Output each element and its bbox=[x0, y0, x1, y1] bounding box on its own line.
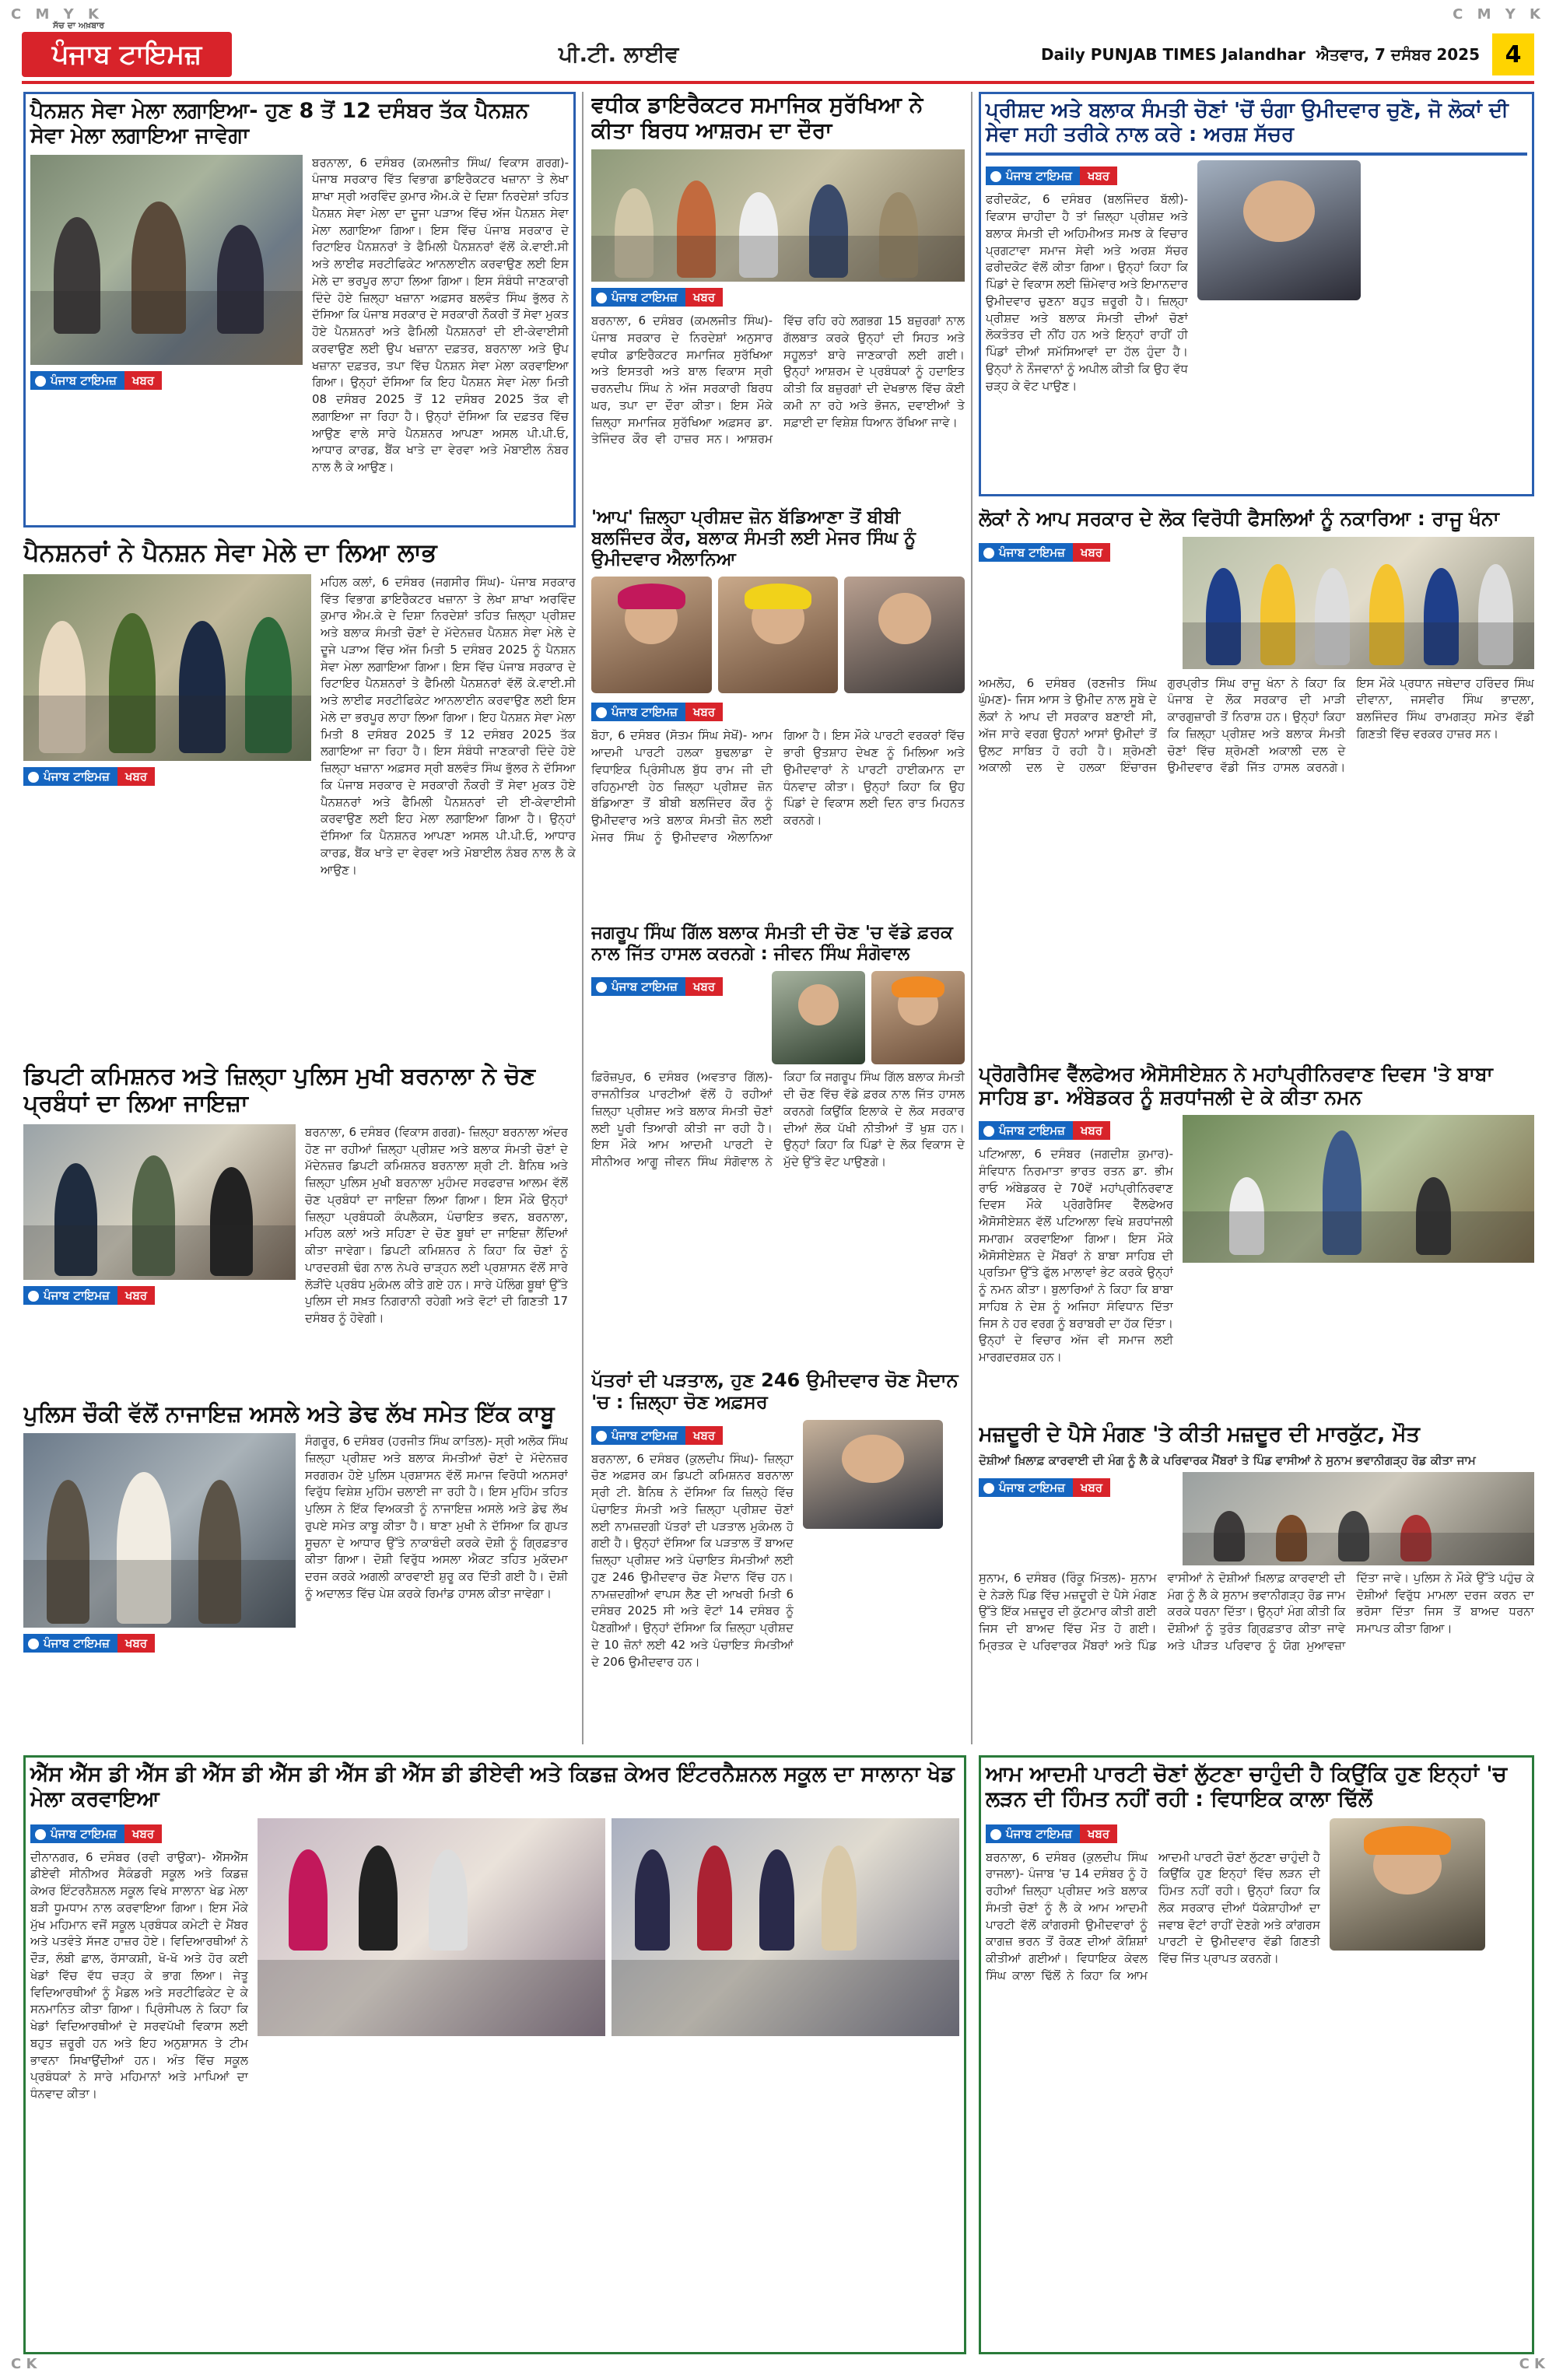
story-kala-dhillon bbox=[979, 1755, 1534, 2354]
section-title: ਪੀ.ਟੀ. ਲਾਈਵ bbox=[559, 41, 679, 67]
masthead-rule bbox=[22, 81, 1534, 84]
candidate-photo bbox=[718, 577, 839, 693]
headline: ਪੈਨਸ਼ਨਰਾਂ ਨੇ ਪੈਨਸ਼ਨ ਸੇਵਾ ਮੇਲੇ ਦਾ ਲਿਆ ਲਾਭ bbox=[23, 538, 437, 567]
story-photo bbox=[1183, 537, 1534, 669]
story-aap-candidate bbox=[591, 507, 965, 912]
story-body: ਫ਼ਿਰੋਜ਼ਪੁਰ, 6 ਦਸੰਬਰ (ਅਵਤਾਰ ਗਿੱਲ)- ਰਾਜਨੀਤਿਕ ਪਾਰਟੀਆਂ ਵੱਲੋਂ ਹੋ ਰਹੀਆਂ ਜ਼ਿਲ੍ਹਾ ਪ੍ਰੀਸ਼ਦ ਅਤੇ ਬਲਾਕ ਸੰਮਤੀ ਚੋਣਾਂ ਲਈ ਪੂਰੀ ਤਿਆਰੀ ਕੀਤੀ ਜਾ ਰਹੀ ਹੈ। ਇਸ ਮੌਕੇ ਆਮ ਆਦਮੀ ਪਾਰਟੀ ਦੇ ਸੀਨੀਅਰ ਆਗੂ ਜੀਵਨ ਸਿੰਘ ਸੰਗੋਵਾਲ ਨੇ ਕਿਹਾ ਕਿ ਜਗਰੂਪ ਸਿੰਘ ਗਿੱਲ ਬਲਾਕ ਸੰਮਤੀ ਦੀ ਚੋਣ ਵਿੱਚ ਵੱਡੇ ਫ਼ਰਕ ਨਾਲ ਜਿੱਤ ਹਾਸਲ ਕਰਨਗੇ ਕਿਉਂਕਿ ਇਲਾਕੇ ਦੇ ਲੋਕ ਸਰਕਾਰ ਦੀਆਂ ਲੋਕ ਪੱਖੀ ਨੀਤੀਆਂ ਤੋਂ ਖੁਸ਼ ਹਨ। ਉਨ੍ਹਾਂ ਕਿਹਾ ਕਿ ਪਿੰਡਾਂ ਦੇ ਲੋਕ ਵਿਕਾਸ ਦੇ ਮੁੱਦੇ ਉੱਤੇ ਵੋਟ ਪਾਉਣਗੇ। bbox=[591, 1070, 965, 1169]
column-divider bbox=[582, 92, 584, 1744]
newspaper-logo bbox=[22, 20, 232, 77]
story-body: ਸੁਨਾਮ, 6 ਦਸੰਬਰ (ਰਿੰਕੂ ਮਿੱਤਲ)- ਸੁਨਾਮ ਦੇ ਨੇੜਲੇ ਪਿੰਡ ਵਿੱਚ ਮਜ਼ਦੂਰੀ ਦੇ ਪੈਸੇ ਮੰਗਣ ਉੱਤੇ ਇੱਕ ਮਜ਼ਦੂਰ ਦੀ ਕੁੱਟਮਾਰ ਕੀਤੀ ਗਈ ਜਿਸ ਦੀ ਬਾਅਦ ਵਿੱਚ ਮੌਤ ਹੋ ਗਈ। ਮ੍ਰਿਤਕ ਦੇ ਪਰਿਵਾਰਕ ਮੈਂਬਰਾਂ ਅਤੇ ਪਿੰਡ ਵਾਸੀਆਂ ਨੇ ਦੋਸ਼ੀਆਂ ਖ਼ਿਲਾਫ਼ ਕਾਰਵਾਈ ਦੀ ਮੰਗ ਨੂੰ ਲੈ ਕੇ ਸੁਨਾਮ ਭਵਾਨੀਗੜ੍ਹ ਰੋਡ ਜਾਮ ਕਰਕੇ ਧਰਨਾ ਦਿੱਤਾ। ਉਨ੍ਹਾਂ ਮੰਗ ਕੀਤੀ ਕਿ ਦੋਸ਼ੀਆਂ ਨੂੰ ਤੁਰੰਤ ਗ੍ਰਿਫ਼ਤਾਰ ਕੀਤਾ ਜਾਵੇ ਅਤੇ ਪੀੜਤ ਪਰਿਵਾਰ ਨੂੰ ਯੋਗ ਮੁਆਵਜ਼ਾ ਦਿੱਤਾ ਜਾਵੇ। ਪੁਲਿਸ ਨੇ ਮੌਕੇ ਉੱਤੇ ਪਹੁੰਚ ਕੇ ਦੋਸ਼ੀਆਂ ਵਿਰੁੱਧ ਮਾਮਲਾ ਦਰਜ ਕਰਨ ਦਾ ਭਰੋਸਾ ਦਿੱਤਾ ਜਿਸ ਤੋਂ ਬਾਅਦ ਧਰਨਾ ਸਮਾਪਤ ਕੀਤਾ ਗਿਆ। bbox=[979, 1570, 1534, 1653]
byline-tag: ਪੰਜਾਬ ਟਾਇਮਜ਼ ਖਬਰ bbox=[591, 1425, 723, 1446]
story-body: ਬਰਨਾਲਾ, 6 ਦਸੰਬਰ (ਕਮਲਜੀਤ ਸਿੰਘ/ ਵਿਕਾਸ ਗਰਗ)- ਪੰਜਾਬ ਸਰਕਾਰ ਵਿੱਤ ਵਿਭਾਗ ਡਾਇਰੈਕਟਰ ਖਜ਼ਾਨਾ ਤੇ ਲੇਖਾ ਸ਼ਾਖਾ ਸ੍ਰੀ ਅਰਵਿੰਦ ਕੁਮਾਰ ਐਮ.ਕੇ ਦੇ ਦਿਸ਼ਾ ਨਿਰਦੇਸ਼ਾਂ ਤਹਿਤ ਪੈਨਸ਼ਨ ਸੇਵਾ ਮੇਲਾ ਦਾ ਦੂਜਾ ਪੜਾਅ ਵਿੱਚ ਅੱਜ ਪੈਨਸ਼ਨ ਸੇਵਾ ਮੇਲਾ ਲਗਾਇਆ ਗਿਆ। ਇਸ ਵਿੱਚ ਪੰਜਾਬ ਸਰਕਾਰ ਦੇ ਰਿਟਾਇਰ ਪੈਨਸ਼ਨਰਾਂ ਤੇ ਫੈਮਿਲੀ ਪੈਨਸ਼ਨਰਾਂ ਵੱਲੋਂ ਕੇ.ਵਾਈ.ਸੀ ਅਤੇ ਲਾਈਫ ਸਰਟੀਫਿਕੇਟ ਆਨਲਾਈਨ ਕਰਵਾਉਣ ਲਈ ਇਸ ਮੇਲੇ ਦਾ ਭਰਪੂਰ ਲਾਹਾ ਲਿਆ ਗਿਆ। ਇਸ ਸੰਬੰਧੀ ਜਾਣਕਾਰੀ ਦਿੰਦੇ ਹੋਏ ਜ਼ਿਲ੍ਹਾ ਖਜ਼ਾਨਾ ਅਫ਼ਸਰ ਬਲਵੰਤ ਸਿੰਘ ਭੁੱਲਰ ਨੇ ਦੱਸਿਆ ਕਿ ਪੰਜਾਬ ਸਰਕਾਰ ਦੇ ਸਰਕਾਰੀ ਨੌਕਰੀ ਤੋਂ ਸੇਵਾ ਮੁਕਤ ਹੋਏ ਪੈਨਸ਼ਨਰਾਂ ਅਤੇ ਫੈਮਿਲੀ ਪੈਨਸ਼ਨਰਾਂ ਦੀ ਈ-ਕੇਵਾਈਸੀ ਕਰਵਾਉਣ ਲਈ ਉਪ ਖਜ਼ਾਨਾ ਦਫ਼ਤਰ, ਬਰਨਾਲਾ ਅਤੇ ਉਪ ਖਜ਼ਾਨਾ ਦਫ਼ਤਰ, ਤਪਾ ਵਿੱਚ ਪੈਨਸ਼ਨ ਸੇਵਾ ਮੇਲਾ ਕਰਵਾਇਆ ਗਿਆ। ਉਨ੍ਹਾਂ ਦੱਸਿਆ ਕਿ ਇਹ ਪੈਨਸ਼ਨ ਸੇਵਾ ਮੇਲਾ ਮਿਤੀ 08 ਦਸੰਬਰ 2025 ਤੋਂ 12 ਦਸੰਬਰ 2025 ਤੱਕ ਵੀ ਲਗਾਇਆ ਜਾ ਰਿਹਾ ਹੈ। ਉਨ੍ਹਾਂ ਦੱਸਿਆ ਕਿ ਦਫ਼ਤਰ ਵਿੱਚ ਆਉਣ ਵਾਲੇ ਸਾਰੇ ਪੈਨਸ਼ਨਰ ਆਪਣਾ ਅਸਲ ਪੀ.ਪੀ.ਓ, ਆਧਾਰ ਕਾਰਡ, ਬੈਂਕ ਖਾਤੇ ਦਾ ਵੇਰਵਾ ਅਤੇ ਮੋਬਾਈਲ ਨੰਬਰ ਨਾਲ ਲੈ ਕੇ ਆਉਣ। bbox=[312, 155, 569, 475]
byline-tag: ਪੰਜਾਬ ਟਾਇਮਜ਼ ਖਬਰ bbox=[979, 542, 1110, 563]
story-body: ਬਰਨਾਲਾ, 6 ਦਸੰਬਰ (ਕੁਲਦੀਪ ਸਿੰਘ ਰਾਜਲਾ)- ਪੰਜਾਬ 'ਚ 14 ਦਸੰਬਰ ਨੂੰ ਹੋ ਰਹੀਆਂ ਜ਼ਿਲ੍ਹਾ ਪ੍ਰੀਸ਼ਦ ਅਤੇ ਬਲਾਕ ਸੰਮਤੀ ਚੋਣਾਂ ਨੂੰ ਲੈ ਕੇ ਆਮ ਆਦਮੀ ਪਾਰਟੀ ਵੱਲੋਂ ਕਾਂਗਰਸੀ ਉਮੀਦਵਾਰਾਂ ਨੂੰ ਕਾਗਜ਼ ਭਰਨ ਤੋਂ ਰੋਕਣ ਦੀਆਂ ਕੋਸ਼ਿਸ਼ਾਂ ਕੀਤੀਆਂ ਗਈਆਂ। ਵਿਧਾਇਕ ਕੇਵਲ ਸਿੰਘ ਕਾਲਾ ਢਿੱਲੋਂ ਨੇ ਕਿਹਾ ਕਿ ਆਮ ਆਦਮੀ ਪਾਰਟੀ ਚੋਣਾਂ ਲੁੱਟਣਾ ਚਾਹੁੰਦੀ ਹੈ ਕਿਉਂਕਿ ਹੁਣ ਇਨ੍ਹਾਂ ਵਿੱਚ ਲੜਨ ਦੀ ਹਿੰਮਤ ਨਹੀਂ ਰਹੀ। ਉਨ੍ਹਾਂ ਕਿਹਾ ਕਿ ਲੋਕ ਸਰਕਾਰ ਦੀਆਂ ਧੱਕੇਸ਼ਾਹੀਆਂ ਦਾ ਜਵਾਬ ਵੋਟਾਂ ਰਾਹੀਂ ਦੇਣਗੇ ਅਤੇ ਕਾਂਗਰਸ ਪਾਰਟੀ ਦੇ ਉਮੀਦਵਾਰ ਵੱਡੀ ਗਿਣਤੀ ਵਿੱਚ ਜਿੱਤ ਪ੍ਰਾਪਤ ਕਰਨਗੇ। bbox=[986, 1849, 1320, 1982]
headline: ਮਜ਼ਦੂਰੀ ਦੇ ਪੈਸੇ ਮੰਗਣ 'ਤੇ ਕੀਤੀ ਮਜ਼ਦੂਰ ਦੀ ਮਾਰਕੁੱਟ, ਮੌਤ bbox=[979, 1422, 1420, 1446]
page-number: 4 bbox=[1492, 33, 1534, 75]
byline-tag: ਪੰਜਾਬ ਟਾਇਮਜ਼ ਖਬਰ bbox=[591, 286, 723, 308]
headline: ਪ੍ਰੀਸ਼ਦ ਅਤੇ ਬਲਾਕ ਸੰਮਤੀ ਚੋਣਾਂ 'ਚੋਂ ਚੰਗਾ ਉਮੀਦਵਾਰ ਚੁਣੋ, ਜੋ ਲੋਕਾਂ ਦੀ ਸੇਵਾ ਸਹੀ ਤਰੀਕੇ ਨਾਲ ਕਰੇ : ਅਰਸ਼ ਸੱਚਰ bbox=[986, 99, 1509, 146]
story-pensioners-benefit bbox=[23, 538, 576, 1052]
headline: ਪੁਲਿਸ ਚੌਕੀ ਵੱਲੋਂ ਨਾਜਾਇਜ਼ ਅਸਲੇ ਅਤੇ ਡੇਢ ਲੱਖ ਸਮੇਤ ਇੱਕ ਕਾਬੂ bbox=[23, 1400, 555, 1427]
byline-tag: ਪੰਜਾਬ ਟਾਇਮਜ਼ ਖਬਰ bbox=[979, 1120, 1110, 1141]
story-old-age-home bbox=[591, 92, 965, 496]
person-photo bbox=[871, 971, 965, 1064]
story-ambedkar bbox=[979, 1063, 1534, 1413]
story-body: ਬਰਨਾਲਾ, 6 ਦਸੰਬਰ (ਕੁਲਦੀਪ ਸਿੰਘ)- ਜ਼ਿਲ੍ਹਾ ਚੋਣ ਅਫ਼ਸਰ ਕਮ ਡਿਪਟੀ ਕਮਿਸ਼ਨਰ ਬਰਨਾਲਾ ਸ੍ਰੀ ਟੀ. ਬੈਨਿਥ ਨੇ ਦੱਸਿਆ ਕਿ ਜ਼ਿਲ੍ਹੇ ਵਿੱਚ ਪੰਚਾਇਤ ਸੰਮਤੀ ਅਤੇ ਜ਼ਿਲ੍ਹਾ ਪ੍ਰੀਸ਼ਦ ਚੋਣਾਂ ਲਈ ਨਾਮਜ਼ਦਗੀ ਪੱਤਰਾਂ ਦੀ ਪੜਤਾਲ ਮੁਕੰਮਲ ਹੋ ਗਈ ਹੈ। ਉਨ੍ਹਾਂ ਦੱਸਿਆ ਕਿ ਪੜਤਾਲ ਤੋਂ ਬਾਅਦ ਜ਼ਿਲ੍ਹਾ ਪ੍ਰੀਸ਼ਦ ਅਤੇ ਪੰਚਾਇਤ ਸੰਮਤੀਆਂ ਲਈ ਹੁਣ 246 ਉਮੀਦਵਾਰ ਚੋਣ ਮੈਦਾਨ ਵਿੱਚ ਹਨ। ਨਾਮਜ਼ਦਗੀਆਂ ਵਾਪਸ ਲੈਣ ਦੀ ਆਖਰੀ ਮਿਤੀ 6 ਦਸੰਬਰ 2025 ਸੀ ਅਤੇ ਵੋਟਾਂ 14 ਦਸੰਬਰ ਨੂੰ ਪੈਣਗੀਆਂ। ਉਨ੍ਹਾਂ ਦੱਸਿਆ ਕਿ ਜ਼ਿਲ੍ਹਾ ਪ੍ਰੀਸ਼ਦ ਦੇ 10 ਜ਼ੋਨਾਂ ਲਈ 42 ਅਤੇ ਪੰਚਾਇਤ ਸੰਮਤੀਆਂ ਦੇ 206 ਉਮੀਦਵਾਰ ਹਨ। bbox=[591, 1451, 794, 1669]
story-dc-inspection bbox=[23, 1063, 576, 1390]
story-pension-camp bbox=[23, 92, 576, 528]
headline: ਪ੍ਰੋਗਰੈਸਿਵ ਵੈੱਲਫੇਅਰ ਐਸੋਸੀਏਸ਼ਨ ਨੇ ਮਹਾਂਪ੍ਰੀਨਿਰਵਾਣ ਦਿਵਸ 'ਤੇ ਬਾਬਾ ਸਾਹਿਬ ਡਾ. ਅੰਬੇਡਕਰ ਨੂੰ ਸ਼ਰਧਾਂਜਲੀ ਦੇ ਕੇ ਕੀਤਾ ਨਮਨ bbox=[979, 1063, 1493, 1109]
story-photo bbox=[1183, 1472, 1534, 1565]
byline-tag: ਪੰਜਾਬ ਟਾਇਮਜ਼ ਖਬਰ bbox=[23, 766, 155, 787]
byline-tag: ਪੰਜਾਬ ਟਾਇਮਜ਼ ਖਬਰ bbox=[23, 1632, 155, 1654]
headline: ਡਿਪਟੀ ਕਮਿਸ਼ਨਰ ਅਤੇ ਜ਼ਿਲ੍ਹਾ ਪੁਲਿਸ ਮੁਖੀ ਬਰਨਾਲਾ ਨੇ ਚੋਣ ਪ੍ਰਬੰਧਾਂ ਦਾ ਲਿਆ ਜਾਇਜ਼ਾ bbox=[23, 1063, 536, 1118]
byline-tag: ਪੰਜਾਬ ਟਾਇਮਜ਼ ਖਬਰ bbox=[986, 165, 1117, 187]
edition-date bbox=[1041, 45, 1480, 64]
byline-tag: ਪੰਜਾਬ ਟਾਇਮਜ਼ ਖਬਰ bbox=[986, 1823, 1117, 1845]
headline: ਪੈਨਸ਼ਨ ਸੇਵਾ ਮੇਲਾ ਲਗਾਇਆ- ਹੁਣ 8 ਤੋਂ 12 ਦਸੰਬਰ ਤੱਕ ਪੈਨਸ਼ਨ ਸੇਵਾ ਮੇਲਾ ਲਗਾਇਆ ਜਾਵੇਗਾ bbox=[30, 99, 529, 148]
logo-kicker: ਸੱਚ ਦਾ ਅਖ਼ਬਾਰ bbox=[53, 20, 105, 30]
headline-rule bbox=[986, 152, 1527, 156]
story-jagroop-gill bbox=[591, 923, 965, 1358]
masthead bbox=[22, 20, 1534, 78]
story-body: ਬਰਨਾਲਾ, 6 ਦਸੰਬਰ (ਕਮਲਜੀਤ ਸਿੰਘ)- ਪੰਜਾਬ ਸਰਕਾਰ ਦੇ ਨਿਰਦੇਸ਼ਾਂ ਅਨੁਸਾਰ ਵਧੀਕ ਡਾਇਰੈਕਟਰ ਸਮਾਜਿਕ ਸੁਰੱਖਿਆ ਅਤੇ ਇਸਤਰੀ ਅਤੇ ਬਾਲ ਵਿਕਾਸ ਸ੍ਰੀ ਚਰਨਦੀਪ ਸਿੰਘ ਨੇ ਅੱਜ ਸਰਕਾਰੀ ਬਿਰਧ ਘਰ, ਤਪਾ ਦਾ ਦੌਰਾ ਕੀਤਾ। ਇਸ ਮੌਕੇ ਜ਼ਿਲ੍ਹਾ ਸਮਾਜਿਕ ਸੁਰੱਖਿਆ ਅਫ਼ਸਰ ਡਾ. ਤੇਜਿੰਦਰ ਕੌਰ ਵੀ ਹਾਜ਼ਰ ਸਨ। ਆਸ਼ਰਮ ਵਿੱਚ ਰਹਿ ਰਹੇ ਲਗਭਗ 15 ਬਜ਼ੁਰਗਾਂ ਨਾਲ ਗੱਲਬਾਤ ਕਰਕੇ ਉਨ੍ਹਾਂ ਦੀ ਸਿਹਤ ਅਤੇ ਸਹੂਲਤਾਂ ਬਾਰੇ ਜਾਣਕਾਰੀ ਲਈ ਗਈ। ਉਨ੍ਹਾਂ ਆਸ਼ਰਮ ਦੇ ਪ੍ਰਬੰਧਕਾਂ ਨੂੰ ਹਦਾਇਤ ਕੀਤੀ ਕਿ ਬਜ਼ੁਰਗਾਂ ਦੀ ਦੇਖਭਾਲ ਵਿੱਚ ਕੋਈ ਕਮੀ ਨਾ ਰਹੇ ਅਤੇ ਭੋਜਨ, ਦਵਾਈਆਂ ਤੇ ਸਫ਼ਾਈ ਦਾ ਵਿਸ਼ੇਸ਼ ਧਿਆਨ ਰੱਖਿਆ ਜਾਵੇ। bbox=[591, 314, 965, 447]
candidate-photo bbox=[591, 577, 712, 693]
subheadline: ਦੋਸ਼ੀਆਂ ਖ਼ਿਲਾਫ਼ ਕਾਰਵਾਈ ਦੀ ਮੰਗ ਨੂੰ ਲੈ ਕੇ ਪਰਿਵਾਰਕ ਮੈਂਬਰਾਂ ਤੇ ਪਿੰਡ ਵਾਸੀਆਂ ਨੇ ਸੁਨਾਮ ਭਵਾਨੀਗੜ੍ਹ ਰੋਡ ਕੀਤਾ ਜਾਮ bbox=[979, 1453, 1476, 1467]
headline: 'ਆਪ' ਜ਼ਿਲ੍ਹਾ ਪ੍ਰੀਸ਼ਦ ਜ਼ੋਨ ਬੱਡਿਆਣਾ ਤੋਂ ਬੀਬੀ ਬਲਜਿੰਦਰ ਕੌਰ, ਬਲਾਕ ਸੰਮਤੀ ਲਈ ਮੇਜਰ ਸਿੰਘ ਨੂੰ ਉਮੀਦਵਾਰ ਐਲਾਨਿਆ bbox=[591, 507, 916, 570]
paper-name: Daily PUNJAB TIMES Jalandhar bbox=[1040, 45, 1305, 64]
headline: ਪੱਤਰਾਂ ਦੀ ਪੜਤਾਲ, ਹੁਣ 246 ਉਮੀਦਵਾਰ ਚੋਣ ਮੈਦਾਨ 'ਚ : ਜ਼ਿਲ੍ਹਾ ਚੋਣ ਅਫ਼ਸਰ bbox=[591, 1369, 958, 1414]
story-body: ਅਮਲੋਹ, 6 ਦਸੰਬਰ (ਰਣਜੀਤ ਸਿੰਘ ਘੁੰਮਣ)- ਜਿਸ ਆਸ ਤੇ ਉਮੀਦ ਨਾਲ ਸੂਬੇ ਦੇ ਲੋਕਾਂ ਨੇ ਆਪ ਦੀ ਸਰਕਾਰ ਬਣਾਈ ਸੀ, ਅੱਜ ਸਾਰੇ ਵਰਗ ਉਹਨਾਂ ਆਸਾਂ ਉਮੀਦਾਂ ਤੋਂ ਉਲਟ ਸਾਬਿਤ ਹੋ ਰਹੀ ਹੈ। ਸ਼੍ਰੋਮਣੀ ਅਕਾਲੀ ਦਲ ਦੇ ਹਲਕਾ ਇੰਚਾਰਜ ਗੁਰਪ੍ਰੀਤ ਸਿੰਘ ਰਾਜੂ ਖੰਨਾ ਨੇ ਕਿਹਾ ਕਿ ਪੰਜਾਬ ਦੇ ਲੋਕ ਸਰਕਾਰ ਦੀ ਮਾੜੀ ਕਾਰਗੁਜ਼ਾਰੀ ਤੋਂ ਨਿਰਾਸ਼ ਹਨ। ਉਨ੍ਹਾਂ ਕਿਹਾ ਕਿ ਜ਼ਿਲ੍ਹਾ ਪ੍ਰੀਸ਼ਦ ਅਤੇ ਬਲਾਕ ਸੰਮਤੀ ਚੋਣਾਂ ਵਿੱਚ ਸ਼੍ਰੋਮਣੀ ਅਕਾਲੀ ਦਲ ਦੇ ਉਮੀਦਵਾਰ ਵੱਡੀ ਜਿੱਤ ਹਾਸਲ ਕਰਨਗੇ। ਇਸ ਮੌਕੇ ਪ੍ਰਧਾਨ ਜਥੇਦਾਰ ਹਰਿੰਦਰ ਸਿੰਘ ਦੀਵਾਨਾ, ਜਸਵੀਰ ਸਿੰਘ ਭਾਦਲਾ, ਬਲਜਿੰਦਰ ਸਿੰਘ ਰਾਮਗੜ੍ਹ ਸਮੇਤ ਵੱਡੀ ਗਿਣਤੀ ਵਿੱਚ ਵਰਕਰ ਹਾਜ਼ਰ ਸਨ। bbox=[979, 675, 1534, 775]
story-sports-meet bbox=[23, 1755, 966, 2354]
headline: ਆਮ ਆਦਮੀ ਪਾਰਟੀ ਚੋਣਾਂ ਲੁੱਟਣਾ ਚਾਹੁੰਦੀ ਹੈ ਕਿਉਂਕਿ ਹੁਣ ਇਨ੍ਹਾਂ 'ਚ ਲੜਨ ਦੀ ਹਿੰਮਤ ਨਹੀਂ ਰਹੀ : ਵਿਧਾਇਕ ਕਾਲਾ ਢਿੱਲੋਂ bbox=[986, 1762, 1507, 1811]
registration-mark-bottom-right: C K bbox=[1519, 2356, 1545, 2372]
mla-photo bbox=[1330, 1818, 1485, 1951]
story-photo bbox=[612, 1818, 959, 2036]
headline: ਐੱਸ ਐੱਸ ਡੀ ਐੱਸ ਡੀ ਐੱਸ ਡੀ ਐੱਸ ਡੀ ਐੱਸ ਡੀ ਐੱਸ ਡੀ ਡੀਏਵੀ ਅਤੇ ਕਿਡਜ਼ ਕੇਅਰ ਇੰਟਰਨੈਸ਼ਨਲ ਸਕੂਲ ਦਾ ਸਾਲਾਨਾ ਖੇਡ ਮੇਲਾ ਕਰਵਾਇਆ bbox=[30, 1762, 955, 1811]
byline-tag: ਪੰਜਾਬ ਟਾਇਮਜ਼ ਖਬਰ bbox=[30, 370, 162, 391]
story-photo bbox=[591, 149, 965, 282]
date-text: ਐਤਵਾਰ, 7 ਦਸੰਬਰ 2025 bbox=[1316, 45, 1480, 64]
story-photo bbox=[258, 1818, 605, 2036]
story-body: ਦੀਨਾਨਗਰ, 6 ਦਸੰਬਰ (ਰਵੀ ਰਾਉਕਾ)- ਐੱਸਐੱਸ ਡੀਏਵੀ ਸੀਨੀਅਰ ਸੈਕੰਡਰੀ ਸਕੂਲ ਅਤੇ ਕਿਡਜ਼ ਕੇਅਰ ਇੰਟਰਨੈਸ਼ਨਲ ਸਕੂਲ ਵਿਖੇ ਸਾਲਾਨਾ ਖੇਡ ਮੇਲਾ ਬੜੀ ਧੂਮਧਾਮ ਨਾਲ ਕਰਵਾਇਆ ਗਿਆ। ਇਸ ਮੌਕੇ ਮੁੱਖ ਮਹਿਮਾਨ ਵਜੋਂ ਸਕੂਲ ਪ੍ਰਬੰਧਕ ਕਮੇਟੀ ਦੇ ਮੈਂਬਰ ਅਤੇ ਪਤਵੰਤੇ ਸੱਜਣ ਹਾਜ਼ਰ ਹੋਏ। ਵਿਦਿਆਰਥੀਆਂ ਨੇ ਦੌੜ, ਲੰਬੀ ਛਾਲ, ਰੱਸਾਕਸ਼ੀ, ਖੋ-ਖੋ ਅਤੇ ਹੋਰ ਕਈ ਖੇਡਾਂ ਵਿੱਚ ਵੱਧ ਚੜ੍ਹ ਕੇ ਭਾਗ ਲਿਆ। ਜੇਤੂ ਵਿਦਿਆਰਥੀਆਂ ਨੂੰ ਮੈਡਲ ਅਤੇ ਸਰਟੀਫਿਕੇਟ ਦੇ ਕੇ ਸਨਮਾਨਿਤ ਕੀਤਾ ਗਿਆ। ਪ੍ਰਿੰਸੀਪਲ ਨੇ ਕਿਹਾ ਕਿ ਖੇਡਾਂ ਵਿਦਿਆਰਥੀਆਂ ਦੇ ਸਰਵਪੱਖੀ ਵਿਕਾਸ ਲਈ ਬਹੁਤ ਜ਼ਰੂਰੀ ਹਨ ਅਤੇ ਇਹ ਅਨੁਸ਼ਾਸਨ ਤੇ ਟੀਮ ਭਾਵਨਾ ਸਿਖਾਉਂਦੀਆਂ ਹਨ। ਅੰਤ ਵਿੱਚ ਸਕੂਲ ਪ੍ਰਬੰਧਕਾਂ ਨੇ ਸਾਰੇ ਮਹਿਮਾਨਾਂ ਅਤੇ ਮਾਪਿਆਂ ਦਾ ਧੰਨਵਾਦ ਕੀਤਾ। bbox=[30, 1849, 248, 2101]
story-photo bbox=[23, 574, 311, 761]
story-photo bbox=[23, 1433, 296, 1628]
arsh-sachar-photo bbox=[1197, 160, 1361, 300]
registration-mark-top-left: C M Y K bbox=[11, 6, 103, 23]
story-labourer bbox=[979, 1422, 1534, 1744]
column-divider bbox=[971, 92, 972, 1744]
logo-text: ਪੰਜਾਬ ਟਾਇਮਜ਼ bbox=[51, 39, 202, 70]
byline-tag: ਪੰਜਾਬ ਟਾਇਮਜ਼ ਖਬਰ bbox=[591, 701, 723, 723]
story-body: ਸੰਗਰੂਰ, 6 ਦਸੰਬਰ (ਹਰਜੀਤ ਸਿੰਘ ਕਾਤਿਲ)- ਸ੍ਰੀ ਅਲੋਕ ਸਿੰਘ ਜ਼ਿਲ੍ਹਾ ਪ੍ਰੀਸ਼ਦ ਅਤੇ ਬਲਾਕ ਸੰਮਤੀਆਂ ਚੋਣਾਂ ਦੇ ਮੱਦੇਨਜ਼ਰ ਸਰਗਰਮ ਹੋਏ ਪੁਲਿਸ ਪ੍ਰਸ਼ਾਸਨ ਵੱਲੋਂ ਸਮਾਜ ਵਿਰੋਧੀ ਅਨਸਰਾਂ ਵਿਰੁੱਧ ਵਿਸ਼ੇਸ਼ ਮੁਹਿੰਮ ਚਲਾਈ ਜਾ ਰਹੀ ਹੈ। ਇਸ ਮੁਹਿੰਮ ਤਹਿਤ ਪੁਲਿਸ ਨੇ ਇੱਕ ਵਿਅਕਤੀ ਨੂੰ ਨਾਜਾਇਜ਼ ਅਸਲੇ ਅਤੇ ਡੇਢ ਲੱਖ ਰੁਪਏ ਸਮੇਤ ਕਾਬੂ ਕੀਤਾ ਹੈ। ਥਾਣਾ ਮੁਖੀ ਨੇ ਦੱਸਿਆ ਕਿ ਗੁਪਤ ਸੂਚਨਾ ਦੇ ਆਧਾਰ ਉੱਤੇ ਨਾਕਾਬੰਦੀ ਕਰਕੇ ਦੋਸ਼ੀ ਨੂੰ ਗ੍ਰਿਫ਼ਤਾਰ ਕੀਤਾ ਗਿਆ। ਦੋਸ਼ੀ ਵਿਰੁੱਧ ਅਸਲਾ ਐਕਟ ਤਹਿਤ ਮੁਕੱਦਮਾ ਦਰਜ ਕਰਕੇ ਅਗਲੀ ਕਾਰਵਾਈ ਸ਼ੁਰੂ ਕਰ ਦਿੱਤੀ ਗਈ ਹੈ। ਦੋਸ਼ੀ ਨੂੰ ਅਦਾਲਤ ਵਿੱਚ ਪੇਸ਼ ਕਰਕੇ ਰਿਮਾਂਡ ਹਾਸਲ ਕੀਤਾ ਜਾਵੇਗਾ। bbox=[305, 1434, 568, 1600]
byline-tag: ਪੰਜਾਬ ਟਾਇਮਜ਼ ਖਬਰ bbox=[979, 1477, 1110, 1498]
headline: ਜਗਰੂਪ ਸਿੰਘ ਗਿੱਲ ਬਲਾਕ ਸੰਮਤੀ ਦੀ ਚੋਣ 'ਚ ਵੱਡੇ ਫ਼ਰਕ ਨਾਲ ਜਿੱਤ ਹਾਸਲ ਕਰਨਗੇ : ਜੀਵਨ ਸਿੰਘ ਸੰਗੋਵਾਲ bbox=[591, 923, 953, 965]
story-photo bbox=[30, 155, 303, 365]
story-body: ਫਰੀਦਕੋਟ, 6 ਦਸੰਬਰ (ਬਲਜਿੰਦਰ ਬੱਲੀ)- ਵਿਕਾਸ ਚਾਹੀਦਾ ਹੈ ਤਾਂ ਜ਼ਿਲ੍ਹਾ ਪ੍ਰੀਸ਼ਦ ਅਤੇ ਬਲਾਕ ਸੰਮਤੀ ਦੀ ਅਹਿਮੀਅਤ ਸਮਝ ਕੇ ਵਿਚਾਰ ਪ੍ਰਗਟਾਵਾ ਸਮਾਜ ਸੇਵੀ ਅਤੇ ਅਰਸ਼ ਸੱਚਰ ਫਰੀਦਕੋਟ ਵੱਲੋਂ ਕੀਤਾ ਗਿਆ। ਉਨ੍ਹਾਂ ਕਿਹਾ ਕਿ ਪਿੰਡਾਂ ਦੇ ਵਿਕਾਸ ਲਈ ਜ਼ਿੰਮੇਵਾਰ ਅਤੇ ਇਮਾਨਦਾਰ ਉਮੀਦਵਾਰ ਚੁਣਨਾ ਬਹੁਤ ਜ਼ਰੂਰੀ ਹੈ। ਜ਼ਿਲ੍ਹਾ ਪ੍ਰੀਸ਼ਦ ਅਤੇ ਬਲਾਕ ਸੰਮਤੀ ਦੀਆਂ ਚੋਣਾਂ ਲੋਕਤੰਤਰ ਦੀ ਨੀਂਹ ਹਨ ਅਤੇ ਇਨ੍ਹਾਂ ਰਾਹੀਂ ਹੀ ਪਿੰਡਾਂ ਦੀਆਂ ਸਮੱਸਿਆਵਾਂ ਦਾ ਹੱਲ ਹੁੰਦਾ ਹੈ। ਉਨ੍ਹਾਂ ਨੇ ਨੌਜਵਾਨਾਂ ਨੂੰ ਅਪੀਲ ਕੀਤੀ ਕਿ ਉਹ ਵੱਧ ਚੜ੍ਹ ਕੇ ਵੋਟ ਪਾਉਣ। bbox=[986, 192, 1188, 393]
headline: ਲੋਕਾਂ ਨੇ ਆਪ ਸਰਕਾਰ ਦੇ ਲੋਕ ਵਿਰੋਧੀ ਫੈਸਲਿਆਂ ਨੂੰ ਨਕਾਰਿਆ : ਰਾਜੂ ਖੰਨਾ bbox=[979, 507, 1499, 530]
story-body: ਪਟਿਆਲਾ, 6 ਦਸੰਬਰ (ਜਗਦੀਸ਼ ਕੁਮਾਰ)- ਸੰਵਿਧਾਨ ਨਿਰਮਾਤਾ ਭਾਰਤ ਰਤਨ ਡਾ. ਭੀਮ ਰਾਓ ਅੰਬੇਡਕਰ ਦੇ 70ਵੇਂ ਮਹਾਂਪ੍ਰੀਨਿਰਵਾਣ ਦਿਵਸ ਮੌਕੇ ਪ੍ਰੋਗਰੈਸਿਵ ਵੈੱਲਫੇਅਰ ਐਸੋਸੀਏਸ਼ਨ ਵੱਲੋਂ ਪਟਿਆਲਾ ਵਿਖੇ ਸ਼ਰਧਾਂਜਲੀ ਸਮਾਗਮ ਕਰਵਾਇਆ ਗਿਆ। ਇਸ ਮੌਕੇ ਐਸੋਸੀਏਸ਼ਨ ਦੇ ਮੈਂਬਰਾਂ ਨੇ ਬਾਬਾ ਸਾਹਿਬ ਦੀ ਪ੍ਰਤਿਮਾ ਉੱਤੇ ਫੁੱਲ ਮਾਲਾਵਾਂ ਭੇਟ ਕਰਕੇ ਉਨ੍ਹਾਂ ਨੂੰ ਨਮਨ ਕੀਤਾ। ਬੁਲਾਰਿਆਂ ਨੇ ਕਿਹਾ ਕਿ ਬਾਬਾ ਸਾਹਿਬ ਨੇ ਦੇਸ਼ ਨੂੰ ਅਜਿਹਾ ਸੰਵਿਧਾਨ ਦਿੱਤਾ ਜਿਸ ਨੇ ਹਰ ਵਰਗ ਨੂੰ ਬਰਾਬਰੀ ਦਾ ਹੱਕ ਦਿੱਤਾ। ਉਨ੍ਹਾਂ ਦੇ ਵਿਚਾਰ ਅੱਜ ਵੀ ਸਮਾਜ ਲਈ ਮਾਰਗਦਰਸ਼ਕ ਹਨ। bbox=[979, 1147, 1173, 1364]
byline-tag: ਪੰਜਾਬ ਟਾਇਮਜ਼ ਖਬਰ bbox=[30, 1823, 162, 1845]
story-photo bbox=[23, 1124, 296, 1280]
officer-photo bbox=[803, 1420, 943, 1529]
person-photo bbox=[772, 971, 865, 1064]
byline-tag: ਪੰਜਾਬ ਟਾਇਮਜ਼ ਖਬਰ bbox=[23, 1285, 155, 1306]
story-raju-khanna bbox=[979, 507, 1534, 1052]
story-body: ਮਹਿਲ ਕਲਾਂ, 6 ਦਸੰਬਰ (ਜਗਸੀਰ ਸਿੰਘ)- ਪੰਜਾਬ ਸਰਕਾਰ ਵਿੱਤ ਵਿਭਾਗ ਡਾਇਰੈਕਟਰ ਖਜ਼ਾਨਾ ਤੇ ਲੇਖਾ ਸ਼ਾਖਾ ਅਰਵਿੰਦ ਕੁਮਾਰ ਐਮ.ਕੇ ਦੇ ਦਿਸ਼ਾ ਨਿਰਦੇਸ਼ਾਂ ਤਹਿਤ ਜ਼ਿਲ੍ਹਾ ਪ੍ਰੀਸ਼ਦ ਅਤੇ ਬਲਾਕ ਸੰਮਤੀ ਚੋਣਾਂ ਦੇ ਮੱਦੇਨਜ਼ਰ ਪੈਨਸ਼ਨ ਸੇਵਾ ਮੇਲੇ ਦੇ ਦੂਜੇ ਪੜਾਅ ਵਿੱਚ ਅੱਜ ਮਿਤੀ 5 ਦਸੰਬਰ 2025 ਨੂੰ ਪੈਨਸ਼ਨ ਸੇਵਾ ਮੇਲਾ ਲਗਾਇਆ ਗਿਆ। ਇਸ ਵਿੱਚ ਪੰਜਾਬ ਸਰਕਾਰ ਦੇ ਰਿਟਾਇਰ ਪੈਨਸ਼ਨਰਾਂ ਤੇ ਫੈਮਿਲੀ ਪੈਨਸ਼ਨਰਾਂ ਵੱਲੋਂ ਕੇ.ਵਾਈ.ਸੀ ਅਤੇ ਲਾਈਫ ਸਰਟੀਫਿਕੇਟ ਆਨਲਾਈਨ ਕਰਵਾਉਣ ਲਈ ਇਸ ਮੇਲੇ ਦਾ ਭਰਪੂਰ ਲਾਹਾ ਲਿਆ ਗਿਆ। ਇਹ ਪੈਨਸ਼ਨ ਸੇਵਾ ਮੇਲਾ ਮਿਤੀ 8 ਦਸੰਬਰ 2025 ਤੋਂ 12 ਦਸੰਬਰ 2025 ਤੱਕ ਲਗਾਇਆ ਜਾ ਰਿਹਾ ਹੈ। ਇਸ ਸੰਬੰਧੀ ਜਾਣਕਾਰੀ ਦਿੰਦੇ ਹੋਏ ਜ਼ਿਲ੍ਹਾ ਖਜ਼ਾਨਾ ਅਫ਼ਸਰ ਸ੍ਰੀ ਬਲਵੰਤ ਸਿੰਘ ਭੁੱਲਰ ਨੇ ਦੱਸਿਆ ਕਿ ਪੰਜਾਬ ਸਰਕਾਰ ਦੇ ਸਰਕਾਰੀ ਨੌਕਰੀ ਤੋਂ ਸੇਵਾ ਮੁਕਤ ਹੋਏ ਪੈਨਸ਼ਨਰਾਂ ਅਤੇ ਫੈਮਿਲੀ ਪੈਨਸ਼ਨਰਾਂ ਦੀ ਈ-ਕੇਵਾਈਸੀ ਕਰਵਾਉਣ ਲਈ ਇਹ ਮੇਲਾ ਲਗਾਇਆ ਗਿਆ ਹੈ। ਉਨ੍ਹਾਂ ਦੱਸਿਆ ਕਿ ਪੈਨਸ਼ਨਰ ਆਪਣਾ ਅਸਲ ਪੀ.ਪੀ.ਓ, ਆਧਾਰ ਕਾਰਡ, ਬੈਂਕ ਖਾਤੇ ਦਾ ਵੇਰਵਾ ਅਤੇ ਮੋਬਾਈਲ ਨੰਬਰ ਨਾਲ ਲੈ ਕੇ ਆਉਣ। bbox=[321, 574, 576, 877]
registration-mark-bottom-left: C K bbox=[11, 2356, 37, 2372]
story-body: ਬੋਹਾ, 6 ਦਸੰਬਰ (ਸੋਤਮ ਸਿੰਘ ਸੇਖੋਂ)- ਆਮ ਆਦਮੀ ਪਾਰਟੀ ਹਲਕਾ ਬੁਢਲਾਡਾ ਦੇ ਵਿਧਾਇਕ ਪ੍ਰਿੰਸੀਪਲ ਬੁੱਧ ਰਾਮ ਜੀ ਦੀ ਰਹਿਨੁਮਾਈ ਹੇਠ ਜ਼ਿਲ੍ਹਾ ਪ੍ਰੀਸ਼ਦ ਜ਼ੋਨ ਬੱਡਿਆਣਾ ਤੋਂ ਬੀਬੀ ਬਲਜਿੰਦਰ ਕੌਰ ਨੂੰ ਉਮੀਦਵਾਰ ਅਤੇ ਬਲਾਕ ਸੰਮਤੀ ਜ਼ੋਨ ਲਈ ਮੇਜਰ ਸਿੰਘ ਨੂੰ ਉਮੀਦਵਾਰ ਐਲਾਨਿਆ ਗਿਆ ਹੈ। ਇਸ ਮੌਕੇ ਪਾਰਟੀ ਵਰਕਰਾਂ ਵਿੱਚ ਭਾਰੀ ਉਤਸ਼ਾਹ ਦੇਖਣ ਨੂੰ ਮਿਲਿਆ ਅਤੇ ਉਮੀਦਵਾਰਾਂ ਨੇ ਪਾਰਟੀ ਹਾਈਕਮਾਨ ਦਾ ਧੰਨਵਾਦ ਕੀਤਾ। ਉਨ੍ਹਾਂ ਕਿਹਾ ਕਿ ਉਹ ਪਿੰਡਾਂ ਦੇ ਵਿਕਾਸ ਲਈ ਦਿਨ ਰਾਤ ਮਿਹਨਤ ਕਰਨਗੇ। bbox=[591, 728, 965, 844]
headline: ਵਧੀਕ ਡਾਇਰੈਕਟਰ ਸਮਾਜਿਕ ਸੁਰੱਖਿਆ ਨੇ ਕੀਤਾ ਬਿਰਧ ਆਸ਼ਰਮ ਦਾ ਦੌਰਾ bbox=[591, 92, 923, 144]
story-police-arrest bbox=[23, 1400, 576, 1743]
byline-tag: ਪੰਜਾਬ ਟਾਇਮਜ਼ ਖਬਰ bbox=[591, 976, 723, 997]
story-scrutiny bbox=[591, 1369, 965, 1743]
candidate-photo bbox=[844, 577, 965, 693]
story-serve-people bbox=[979, 92, 1534, 496]
registration-mark-top-right: C M Y K bbox=[1453, 6, 1545, 23]
story-photo bbox=[1183, 1115, 1534, 1263]
story-body: ਬਰਨਾਲਾ, 6 ਦਸੰਬਰ (ਵਿਕਾਸ ਗਰਗ)- ਜ਼ਿਲ੍ਹਾ ਬਰਨਾਲਾ ਅੰਦਰ ਹੋਣ ਜਾ ਰਹੀਆਂ ਜ਼ਿਲ੍ਹਾ ਪ੍ਰੀਸ਼ਦ ਅਤੇ ਬਲਾਕ ਸੰਮਤੀ ਚੋਣਾਂ ਦੇ ਮੱਦੇਨਜ਼ਰ ਡਿਪਟੀ ਕਮਿਸ਼ਨਰ ਬਰਨਾਲਾ ਸ਼੍ਰੀ ਟੀ. ਬੈਨਿਥ ਅਤੇ ਜ਼ਿਲ੍ਹਾ ਪੁਲਿਸ ਮੁਖੀ ਬਰਨਾਲਾ ਮੁਹੰਮਦ ਸਰਫਰਾਜ਼ ਆਲਮ ਵੱਲੋਂ ਚੋਣ ਪ੍ਰਬੰਧਾਂ ਦਾ ਜਾਇਜ਼ਾ ਲਿਆ ਗਿਆ। ਇਸ ਮੌਕੇ ਉਨ੍ਹਾਂ ਜ਼ਿਲ੍ਹਾ ਪ੍ਰਬੰਧਕੀ ਕੰਪਲੈਕਸ, ਪੰਚਾਇਤ ਭਵਨ, ਬਰਨਾਲਾ, ਮਹਿਲ ਕਲਾਂ ਅਤੇ ਸਹਿਣਾ ਦੇ ਚੋਣ ਬੂਥਾਂ ਦਾ ਜਾਇਜ਼ਾ ਲੈਂਦਿਆਂ ਕੀਤਾ ਜਾਵੇਗਾ। ਡਿਪਟੀ ਕਮਿਸ਼ਨਰ ਨੇ ਕਿਹਾ ਕਿ ਚੋਣਾਂ ਨੂੰ ਪਾਰਦਰਸ਼ੀ ਢੰਗ ਨਾਲ ਨੇਪਰੇ ਚਾੜ੍ਹਨ ਲਈ ਪ੍ਰਸ਼ਾਸਨ ਵੱਲੋਂ ਸਾਰੇ ਲੋੜੀਂਦੇ ਪ੍ਰਬੰਧ ਮੁਕੰਮਲ ਕੀਤੇ ਗਏ ਹਨ। ਸਾਰੇ ਪੋਲਿੰਗ ਬੂਥਾਂ ਉੱਤੇ ਪੁਲਿਸ ਦੀ ਸਖ਼ਤ ਨਿਗਰਾਨੀ ਰਹੇਗੀ ਅਤੇ ਵੋਟਾਂ ਦੀ ਗਿਣਤੀ 17 ਦਸੰਬਰ ਨੂੰ ਹੋਵੇਗੀ। bbox=[305, 1124, 568, 1326]
